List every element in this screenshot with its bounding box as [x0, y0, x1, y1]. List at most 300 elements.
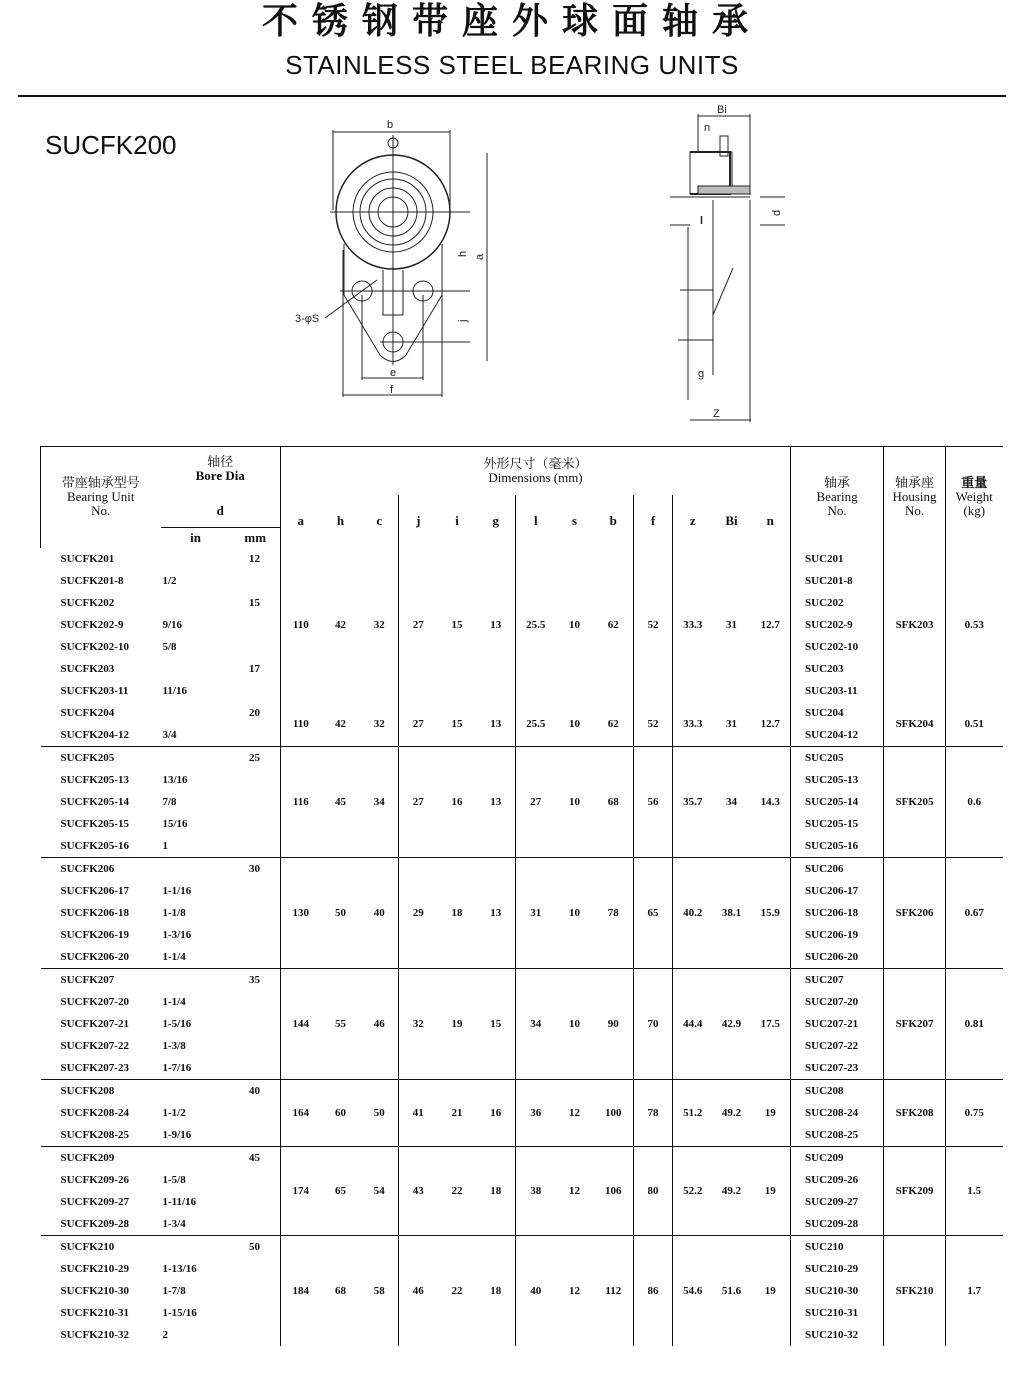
header-text: 轴径 — [207, 454, 234, 469]
header-dim-g: g — [492, 513, 500, 528]
bore-mm — [231, 1124, 281, 1147]
dim-s: 12 — [569, 1284, 581, 1297]
dim-b: 100 — [605, 1106, 622, 1119]
bore-mm — [231, 924, 281, 946]
divider — [18, 95, 1006, 97]
unit-no: SUCFK205 — [60, 751, 115, 764]
housing-no: SFK203 — [884, 548, 946, 702]
unit-no: SUCFK205-16 — [60, 839, 129, 852]
dim-z: 33.3 — [673, 548, 713, 702]
dim-bi: 49.2 — [721, 1184, 742, 1197]
label-bi: Bi — [717, 104, 727, 116]
header-weight — [946, 447, 1003, 548]
dim-n: 17.5 — [760, 1017, 780, 1030]
header-text: 重量 — [961, 475, 988, 491]
label-g: g — [698, 368, 705, 380]
bore-in: 1-1/4 — [162, 995, 186, 1008]
dim-b: 90 — [607, 1017, 619, 1030]
unit-no: SUCFK204 — [60, 706, 115, 719]
label-f: f — [390, 384, 394, 396]
dim-g: 13 — [490, 795, 502, 808]
bore-in — [161, 658, 231, 680]
weight: 0.6 — [946, 746, 1003, 857]
dim-a: 164 — [281, 1079, 321, 1146]
unit-no: SUCFK207-21 — [60, 1017, 129, 1030]
label-l: l — [700, 215, 704, 227]
unit-no: SUCFK206 — [60, 862, 115, 875]
bore-mm — [231, 991, 281, 1013]
dim-j: 43 — [399, 1146, 438, 1235]
dim-i: 22 — [451, 1284, 463, 1297]
dim-bi: 31 — [726, 717, 738, 730]
unit-no: SUCFK206-17 — [60, 884, 129, 897]
dim-b: 112 — [605, 1284, 622, 1297]
dim-a: 130 — [281, 857, 321, 968]
bearing-no: SUC202-10 — [791, 636, 884, 658]
specification-table — [40, 446, 1003, 1346]
dim-a: 110 — [281, 548, 321, 702]
bearing-no: SUC205-13 — [791, 769, 884, 791]
bearing-no: SUC209-26 — [791, 1169, 884, 1191]
dim-l: 38 — [516, 1146, 556, 1235]
unit-no: SUCFK202 — [60, 596, 115, 609]
housing-no: SFK205 — [884, 746, 946, 857]
dim-j: 46 — [399, 1235, 438, 1346]
bearing-no: SUC205-14 — [791, 791, 884, 813]
bearing-no: SUC205 — [791, 746, 884, 769]
dim-c: 50 — [373, 1106, 385, 1119]
header-text: No. — [827, 503, 847, 519]
unit-no: SUCFK201-8 — [60, 574, 124, 587]
label-j: j — [457, 319, 469, 322]
unit-no: SUCFK206-18 — [60, 906, 129, 919]
label-a: a — [474, 253, 486, 260]
bore-mm — [231, 1302, 281, 1324]
dim-b: 62 — [607, 618, 619, 631]
bore-mm: 20 — [249, 706, 261, 719]
bore-mm: 30 — [249, 862, 261, 875]
bore-mm — [231, 791, 281, 813]
dim-g: 16 — [490, 1106, 502, 1119]
bearing-no: SUC209 — [791, 1146, 884, 1169]
bore-mm — [231, 614, 281, 636]
header-housing-no — [884, 447, 946, 548]
header-text: Bore Dia — [195, 468, 245, 483]
front-view — [295, 119, 487, 397]
bearing-no: SUC207 — [791, 968, 884, 991]
dim-f: 52 — [634, 548, 673, 702]
dim-c: 34 — [373, 795, 385, 808]
unit-no: SUCFK206-20 — [60, 950, 129, 963]
unit-no: SUCFK205-14 — [60, 795, 129, 808]
bore-mm — [231, 769, 281, 791]
header-unit-no — [41, 447, 161, 548]
bore-mm — [231, 1169, 281, 1191]
bearing-no: SUC205-15 — [791, 813, 884, 835]
dim-i: 16 — [451, 795, 463, 808]
bore-mm: 50 — [249, 1240, 261, 1253]
unit-no: SUCFK208-25 — [60, 1128, 129, 1141]
table-row — [41, 702, 1003, 724]
bearing-no: SUC206-19 — [791, 924, 884, 946]
bore-in: 1/2 — [162, 574, 177, 587]
header-text: 外形尺寸（毫米） — [483, 456, 588, 471]
dim-c: 40 — [373, 906, 385, 919]
unit-no: SUCFK210-29 — [60, 1262, 129, 1275]
bore-mm — [231, 835, 281, 858]
dim-j: 41 — [399, 1079, 438, 1146]
dim-z: 35.7 — [673, 746, 713, 857]
bearing-no: SUC206-17 — [791, 880, 884, 902]
weight: 0.75 — [946, 1079, 1003, 1146]
bore-mm — [231, 570, 281, 592]
bearing-no: SUC203 — [791, 658, 884, 680]
bearing-no: SUC206-20 — [791, 946, 884, 969]
dim-g: 13 — [490, 618, 502, 631]
bore-in: 1-11/16 — [162, 1195, 197, 1208]
header-mm: mm — [244, 529, 267, 545]
header-dim-i: i — [455, 513, 459, 528]
dim-i: 19 — [451, 1017, 463, 1030]
unit-no: SUCFK207-23 — [60, 1061, 129, 1074]
weight: 0.51 — [946, 702, 1003, 747]
bore-in — [161, 592, 231, 614]
bore-in: 1-7/8 — [162, 1284, 186, 1297]
weight: 1.5 — [946, 1146, 1003, 1235]
dim-l: 34 — [516, 968, 556, 1079]
header-dim-b: b — [609, 513, 617, 528]
bore-in — [161, 746, 231, 769]
bearing-no: SUC210-32 — [791, 1324, 884, 1346]
dim-j: 27 — [399, 548, 438, 702]
weight: 1.7 — [946, 1235, 1003, 1346]
dim-n: 15.9 — [760, 906, 780, 919]
housing-no: SFK207 — [884, 968, 946, 1079]
dim-c: 54 — [373, 1184, 385, 1197]
bore-in: 1-5/16 — [162, 1017, 192, 1030]
unit-no: SUCFK207-20 — [60, 995, 129, 1008]
bearing-no: SUC210-31 — [791, 1302, 884, 1324]
table-row — [41, 1079, 1003, 1102]
bore-in: 1 — [162, 839, 168, 852]
dim-l: 40 — [516, 1235, 556, 1346]
unit-no: SUCFK202-10 — [60, 640, 129, 653]
header-text: No. — [904, 503, 925, 519]
bore-in: 15/16 — [162, 817, 188, 830]
bearing-no: SUC206-18 — [791, 902, 884, 924]
bore-mm — [231, 680, 281, 702]
dim-n: 12.7 — [760, 717, 780, 730]
label-n: n — [704, 122, 711, 134]
bore-in — [161, 548, 231, 570]
table-row — [41, 857, 1003, 880]
dim-bi: 49.2 — [721, 1106, 742, 1119]
housing-no: SFK210 — [884, 1235, 946, 1346]
dim-i: 18 — [451, 906, 463, 919]
dim-c: 32 — [373, 618, 385, 631]
bearing-no: SUC208 — [791, 1079, 884, 1102]
unit-no: SUCFK207 — [60, 973, 115, 986]
dim-h: 65 — [335, 1184, 347, 1197]
bore-in: 1-3/4 — [162, 1217, 186, 1230]
dim-l: 36 — [516, 1079, 556, 1146]
table-row — [41, 1146, 1003, 1169]
dim-s: 10 — [569, 618, 581, 631]
unit-no: SUCFK209 — [60, 1151, 115, 1164]
bearing-no: SUC206 — [791, 857, 884, 880]
bore-mm — [231, 880, 281, 902]
header-bore — [161, 447, 281, 495]
bore-mm — [231, 1191, 281, 1213]
bore-mm: 35 — [249, 973, 261, 986]
technical-drawing — [280, 100, 800, 430]
dim-f: 56 — [634, 746, 673, 857]
header-dim-z: z — [673, 495, 713, 548]
bore-mm — [231, 1035, 281, 1057]
dim-b: 106 — [605, 1184, 622, 1197]
bore-mm — [231, 1213, 281, 1236]
dim-g: 15 — [490, 1017, 502, 1030]
label-b: b — [387, 119, 394, 131]
header-in: in — [190, 529, 201, 545]
bore-mm — [231, 1324, 281, 1346]
dim-i: 22 — [451, 1184, 463, 1197]
dim-b: 62 — [607, 717, 619, 730]
dim-i: 15 — [451, 717, 463, 730]
dim-a: 110 — [281, 702, 321, 747]
table-row — [41, 968, 1003, 991]
header-text: (kg) — [963, 503, 986, 519]
bearing-no: SUC201-8 — [791, 570, 884, 592]
bearing-no: SUC210 — [791, 1235, 884, 1258]
bearing-no: SUC207-22 — [791, 1035, 884, 1057]
unit-no: SUCFK209-27 — [60, 1195, 129, 1208]
header-text: 带座轴承型号 — [61, 475, 140, 491]
dim-bi: 51.6 — [721, 1284, 742, 1297]
weight: 0.81 — [946, 968, 1003, 1079]
bearing-no: SUC208-25 — [791, 1124, 884, 1147]
dim-n: 14.3 — [760, 795, 780, 808]
dim-z: 40.2 — [673, 857, 713, 968]
header-dim-a: a — [281, 495, 321, 548]
dim-n: 19 — [764, 1284, 776, 1297]
unit-no: SUCFK204-12 — [60, 728, 129, 741]
bearing-no: SUC201 — [791, 548, 884, 570]
label-z: Z — [713, 408, 720, 420]
dim-h: 50 — [335, 906, 347, 919]
bore-mm: 40 — [249, 1084, 261, 1097]
unit-no: SUCFK210-32 — [60, 1328, 129, 1341]
header-dim-h: h — [336, 513, 345, 528]
bearing-no: SUC208-24 — [791, 1102, 884, 1124]
unit-no: SUCFK208-24 — [60, 1106, 129, 1119]
dim-bi: 38.1 — [721, 906, 742, 919]
bore-in: 1-1/8 — [162, 906, 186, 919]
dim-a: 184 — [281, 1235, 321, 1346]
weight: 0.67 — [946, 857, 1003, 968]
bore-mm: 15 — [249, 596, 261, 609]
dim-z: 44.4 — [673, 968, 713, 1079]
dim-j: 27 — [399, 702, 438, 747]
bore-in: 7/8 — [162, 795, 177, 808]
bore-mm — [231, 724, 281, 747]
bearing-no: SUC203-11 — [791, 680, 884, 702]
bearing-no: SUC207-21 — [791, 1013, 884, 1035]
bore-in — [161, 1079, 231, 1102]
dim-j: 27 — [399, 746, 438, 857]
dim-h: 42 — [335, 618, 347, 631]
header-text: Dimensions (mm) — [488, 470, 583, 485]
bearing-no: SUC202 — [791, 592, 884, 614]
bore-mm — [231, 813, 281, 835]
header-dim-s: s — [571, 513, 578, 528]
bore-in: 1-13/16 — [162, 1262, 197, 1275]
header-text: Housing — [892, 489, 937, 505]
unit-no: SUCFK210-30 — [60, 1284, 129, 1297]
housing-no: SFK208 — [884, 1079, 946, 1146]
bore-in — [161, 968, 231, 991]
dim-f: 65 — [634, 857, 673, 968]
dim-z: 52.2 — [673, 1146, 713, 1235]
bore-in: 9/16 — [162, 618, 183, 631]
unit-no: SUCFK202-9 — [60, 618, 124, 631]
header-dim-c: c — [376, 513, 383, 528]
header-bearing-no — [791, 447, 884, 548]
dim-s: 10 — [569, 717, 581, 730]
bearing-no: SUC204 — [791, 702, 884, 724]
unit-no: SUCFK201 — [60, 552, 115, 565]
dim-bi: 34 — [726, 795, 738, 808]
bore-in: 1-15/16 — [162, 1306, 197, 1319]
dim-g: 18 — [490, 1184, 502, 1197]
label-e: e — [390, 367, 397, 379]
header-text: 轴承 — [824, 475, 851, 491]
unit-no: SUCFK207-22 — [60, 1039, 129, 1052]
dim-l: 31 — [516, 857, 556, 968]
dim-j: 32 — [399, 968, 438, 1079]
bore-in — [161, 1235, 231, 1258]
header-dim-n: n — [766, 513, 774, 528]
dim-h: 68 — [335, 1284, 347, 1297]
dim-z: 54.6 — [673, 1235, 713, 1346]
table-row — [41, 548, 1003, 570]
bore-in — [161, 1146, 231, 1169]
bore-in: 1-1/2 — [162, 1106, 186, 1119]
dim-l: 27 — [516, 746, 556, 857]
bore-in — [161, 702, 231, 724]
dim-s: 10 — [569, 795, 581, 808]
bore-mm — [231, 1258, 281, 1280]
bore-mm — [231, 1102, 281, 1124]
bearing-no: SUC207-23 — [791, 1057, 884, 1080]
dim-n: 19 — [764, 1184, 776, 1197]
bore-mm — [231, 1280, 281, 1302]
header-dim-f: f — [634, 495, 673, 548]
bore-in: 13/16 — [162, 773, 188, 786]
bore-in: 2 — [162, 1328, 168, 1341]
header-dim-j: j — [399, 495, 438, 548]
dim-a: 174 — [281, 1146, 321, 1235]
title-chinese: 不锈钢带座外球面轴承 — [261, 1, 762, 42]
dim-h: 42 — [335, 717, 347, 730]
table-row — [41, 1235, 1003, 1258]
side-view — [670, 104, 785, 422]
title-english: STAINLESS STEEL BEARING UNITS — [285, 50, 739, 80]
dim-f: 52 — [634, 702, 673, 747]
bore-in: 11/16 — [162, 684, 187, 697]
dim-bi: 42.9 — [721, 1017, 742, 1030]
header-dim-bi: Bi — [725, 513, 738, 528]
dim-bi: 31 — [726, 618, 738, 631]
bore-in: 1-5/8 — [162, 1173, 186, 1186]
dim-i: 21 — [451, 1106, 463, 1119]
bearing-no: SUC209-27 — [791, 1191, 884, 1213]
bore-in: 1-9/16 — [162, 1128, 192, 1141]
header-text: Weight — [955, 489, 993, 505]
bore-in: 1-3/16 — [162, 928, 192, 941]
header-text: No. — [91, 503, 111, 519]
bore-mm — [231, 636, 281, 658]
label-holes: 3-φS — [295, 313, 320, 325]
dim-n: 12.7 — [760, 618, 780, 631]
bore-mm — [231, 902, 281, 924]
bore-in: 5/8 — [162, 640, 177, 653]
weight: 0.53 — [946, 548, 1003, 702]
unit-no: SUCFK209-28 — [60, 1217, 129, 1230]
bore-in: 1-3/8 — [162, 1039, 186, 1052]
dim-s: 10 — [569, 906, 581, 919]
bore-in — [161, 857, 231, 880]
dim-l: 25.5 — [516, 548, 556, 702]
unit-no: SUCFK210-31 — [60, 1306, 129, 1319]
bearing-no: SUC210-29 — [791, 1258, 884, 1280]
header-dimensions — [281, 447, 791, 495]
unit-no: SUCFK208 — [60, 1084, 115, 1097]
dim-z: 33.3 — [673, 702, 713, 747]
bore-mm: 25 — [249, 751, 261, 764]
dim-b: 78 — [607, 906, 619, 919]
dim-h: 55 — [335, 1017, 347, 1030]
dim-l: 25.5 — [516, 702, 556, 747]
model-series: SUCFK200 — [45, 130, 177, 160]
label-h: h — [457, 250, 469, 257]
housing-no: SFK206 — [884, 857, 946, 968]
dim-s: 12 — [569, 1184, 581, 1197]
dim-h: 45 — [335, 795, 347, 808]
dim-a: 144 — [281, 968, 321, 1079]
dim-f: 78 — [634, 1079, 673, 1146]
dim-c: 58 — [373, 1284, 385, 1297]
dim-f: 80 — [634, 1146, 673, 1235]
bore-in: 3/4 — [162, 728, 177, 741]
unit-no: SUCFK203-11 — [60, 684, 129, 697]
bore-mm — [231, 1057, 281, 1080]
bore-in: 1-1/16 — [162, 884, 192, 897]
dim-g: 13 — [490, 717, 502, 730]
dim-n: 19 — [764, 1106, 776, 1119]
dim-h: 60 — [335, 1106, 347, 1119]
unit-no: SUCFK203 — [60, 662, 115, 675]
bore-in: 1-7/16 — [162, 1061, 192, 1074]
bearing-no: SUC210-30 — [791, 1280, 884, 1302]
dim-b: 68 — [607, 795, 619, 808]
housing-no: SFK209 — [884, 1146, 946, 1235]
bearing-no: SUC207-20 — [791, 991, 884, 1013]
bore-mm: 45 — [249, 1151, 261, 1164]
dim-z: 51.2 — [673, 1079, 713, 1146]
unit-no: SUCFK209-26 — [60, 1173, 129, 1186]
bore-in: 1-1/4 — [162, 950, 186, 963]
